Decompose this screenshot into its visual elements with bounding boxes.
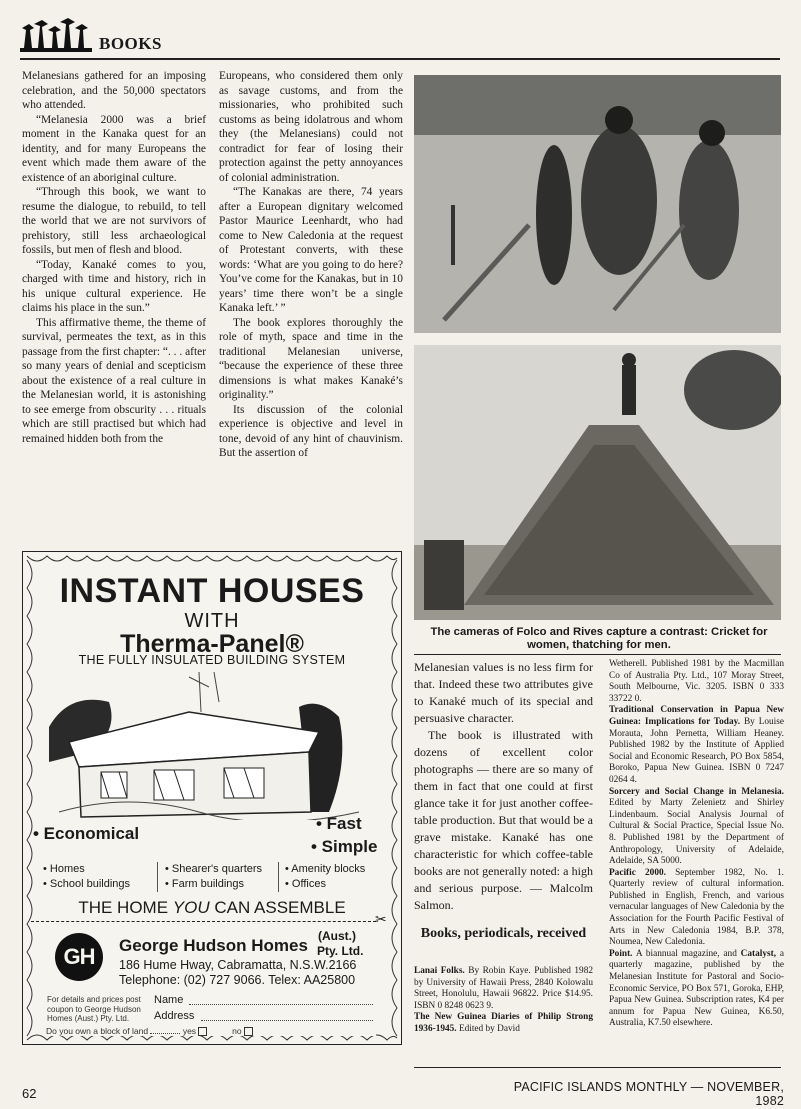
divider <box>157 862 158 892</box>
list-item: • Shearer's quarters <box>165 863 263 875</box>
book-title: Pacific 2000. <box>609 867 666 878</box>
no-checkbox[interactable] <box>244 1027 253 1036</box>
book-title: Traditional Conservation in Papua New Guinea: Implications for Today. <box>609 705 784 727</box>
company-suffix-bottom: Pty. Ltd. <box>317 944 364 958</box>
address-label: Address <box>154 1010 195 1022</box>
book-title: Lanai Folks. <box>414 966 465 976</box>
tagline-text: CAN ASSEMBLE <box>209 898 346 917</box>
land-question-row <box>46 1026 376 1036</box>
company-name: George Hudson Homes <box>119 936 308 955</box>
divider <box>278 862 279 892</box>
ad-subhead: THE FULLY INSULATED BUILDING SYSTEM <box>78 653 346 667</box>
list-item: • Amenity blocks <box>285 863 366 875</box>
book-details: A biannual magazine, and <box>635 948 737 959</box>
ad-with: WITH <box>184 610 240 632</box>
book-details: September 1982, No. 1. Quarterly review of cultural information. Published in English, French, and various vernacular languages of New Caledonia by the Association for the Fourth Pacific Festival of Arts in New Caledonia 1984, B.P. 378, Noumea, New Caledonia. <box>609 867 784 948</box>
cricket-photo <box>414 75 781 333</box>
dashed-cut-line <box>31 921 376 922</box>
list-item: • Farm buildings <box>165 878 245 890</box>
land-question: Do you own a block of land <box>46 1026 149 1036</box>
list-item: • School buildings <box>43 878 131 890</box>
book-details: a quarterly magazine, published by the Melanesian Institute for Pastoral and Socio-Economic Service, PO Box 571, Goroka, EHP, Papua New Guinea. Subscription rates, K4 per annum for Papua New Guinea, K6.50, Australia, K7.50 elsewhere. <box>609 948 784 1029</box>
ad-product: Therma-Panel® <box>120 630 304 658</box>
house-illustration <box>49 672 375 820</box>
paragraph: “The Kanakas are there, 74 years after a European dignitary welcomed Pastor Maurice Leenhardt, who had come to New Caledonia at the request of Protestant converts, with these words: ‘What are you going to do here? You’ve come for the Kanakas, but in 10 years’ time there won’t be a single Kanaka left.’ ” <box>219 186 403 314</box>
book-details: Edited by David <box>458 1023 520 1034</box>
no-label: no <box>232 1026 242 1036</box>
list-item: • Homes <box>43 863 85 875</box>
yes-checkbox[interactable] <box>198 1027 207 1036</box>
palm-logo-icon <box>20 18 92 56</box>
economical-label: • Economical <box>33 824 140 843</box>
book-title: Sorcery and Social Change in Melanesia. <box>609 786 784 797</box>
paragraph: “Through this book, we want to resume the dialogue, to rebuild, to tell the world that we are not survivors of prehistory, still less archaeological fossils, but men of flesh and blood. <box>22 186 206 256</box>
paragraph: This affirmative theme, the theme of survival, permeates the text, as in this passage from the first chapter: “. . . after so many years of denial and scepticism about the existence of a real culture in the Melanesian world, it is astonishing to see emerge from obscurity . . . rituals which are still practised but which had remained hidden both from the <box>22 316 206 445</box>
list-item <box>609 949 784 1030</box>
paragraph: The book explores thoroughly the role of myth, space and time in the traditional Melanesian universe, “because the experience of these three dimensions is what makes Kanaké’s originality.” <box>219 316 403 401</box>
paragraph: “Melanesia 2000 was a brief moment in the Kanaka quest for an identity, and for many Europeans the event which made them aware of the existence of an aboriginal culture. <box>22 113 206 184</box>
company-telephone: Telephone: (02) 727 9066. Telex: AA25800 <box>119 973 356 987</box>
header-rule <box>20 58 780 60</box>
name-field[interactable] <box>189 1004 373 1005</box>
periodicals-list <box>414 966 593 1036</box>
house-icon <box>49 672 375 820</box>
article-column-1 <box>22 69 206 446</box>
paragraph: Melanesians gathered for an imposing celebration, and the 50,000 spectators who attended. <box>22 70 206 111</box>
book-title: Point. <box>609 948 633 959</box>
section-title: BOOKS <box>99 34 162 53</box>
header-logo <box>20 18 92 56</box>
photo-caption: The cameras of Folco and Rives capture a contrast: Cricket for women, thatching for men. <box>430 626 768 651</box>
coupon-note: For details and prices post coupon to George Hudson Homes (Aust.) Pty. Ltd. <box>47 995 141 1023</box>
paragraph: “Today, Kanaké comes to you, charged with time and history, rich in his unique cultural experience. He claims his place in the sun.” <box>22 258 206 314</box>
tagline-text: THE HOME <box>78 898 173 917</box>
list-item <box>609 787 784 868</box>
ad-headline: INSTANT HOUSES <box>59 572 365 610</box>
list-item <box>414 966 593 1012</box>
paragraph: The book is illustrated with dozens of excellent color photographs — there are so many of them in fact that one could at first glance take it for just another coffee-table production. But that would be a grave mistake. Kanaké has one characteristic for which coffee-table books are not generally noted: a high and serious purpose. — Malcolm Salmon. <box>414 728 593 912</box>
building-types-col-1 <box>43 862 130 892</box>
book-details: By Louise Morauta, John Pernetta, William Heaney. Published 1982 by the Institute of Applied Social and Economic Research, PO Box 5854, Boroko, Papua New Guinea. ISBN 0 7247 0264 4. <box>609 716 785 785</box>
yes-label: yes <box>182 1026 197 1036</box>
company-address: 186 Hume Hway, Cabramatta, N.S.W.2166 <box>119 958 357 972</box>
scissors-icon: ✂ <box>375 912 387 928</box>
page-number: 62 <box>22 1086 37 1101</box>
list-item: • Offices <box>285 878 326 890</box>
paragraph: Europeans, who considered them only as savage customs, and from the missionaries, who prohibited such customs as being idolatrous and whom they (the Melanesians) could not contradict for fear of losing their protection against the petty annoyances of colonial administration. <box>219 70 403 184</box>
list-item: Wetherell. Published 1981 by the Macmillan Co of Australia Pty. Ltd., 107 Moray Street, South Melbourne, Vic. 3205. ISBN 0 333 33722 0. <box>609 659 784 704</box>
thatching-photo <box>414 345 781 620</box>
book-title: Catalyst, <box>740 948 777 959</box>
simple-label: • Simple <box>311 837 378 856</box>
advertisement <box>22 551 402 1045</box>
paragraph: Melanesian values is no less firm for that. Indeed these two attributes give to Kanaké much of its special and persuasive character. <box>414 660 593 725</box>
list-item <box>609 868 784 949</box>
footer-rule <box>414 1067 781 1068</box>
building-types-col-2 <box>165 862 262 892</box>
periodicals-list-continued <box>609 659 784 1030</box>
building-types-col-3 <box>285 862 365 892</box>
list-item <box>609 705 784 786</box>
periodicals-heading: Books, periodicals, received <box>420 926 587 941</box>
article-column-2 <box>219 69 403 461</box>
name-label: Name <box>154 994 184 1006</box>
book-details: Edited by Marty Zelenietz and Shirley Lindenbaum. Social Analysis Journal of Cultural & Social Practice, Special Issue No. 8. Published 1981 by the Department of Anthropology, University of Adelaide, Adelaide, SA 5000. <box>609 798 784 867</box>
paragraph: Its discussion of the colonial experience is objective and level in tone, devoid of any hint of chauvinism. But the assertion of <box>219 403 403 459</box>
ad-tagline <box>23 898 401 918</box>
address-field[interactable] <box>201 1020 373 1021</box>
fast-label: • Fast <box>316 814 362 833</box>
book-title: The New Guinea Diaries of Philip Strong 1936-1945. <box>414 1012 593 1034</box>
article-column-3 <box>414 659 593 914</box>
list-item <box>414 1012 593 1035</box>
magazine-footer: PACIFIC ISLANDS MONTHLY — NOVEMBER, 1982 <box>513 1080 784 1108</box>
company-logo: GH <box>55 933 103 981</box>
caption-rule <box>414 654 781 655</box>
company-suffix-top: (Aust.) <box>318 929 356 943</box>
tagline-emphasis: YOU <box>172 898 210 917</box>
book-details: By Robin Kaye. Published 1982 by University of Hawaii Press, 2840 Kolowalu Street, Honolulu, Hawaii 96822. Price $14.95. ISBN 0 8248 0623 9. <box>414 966 593 1011</box>
